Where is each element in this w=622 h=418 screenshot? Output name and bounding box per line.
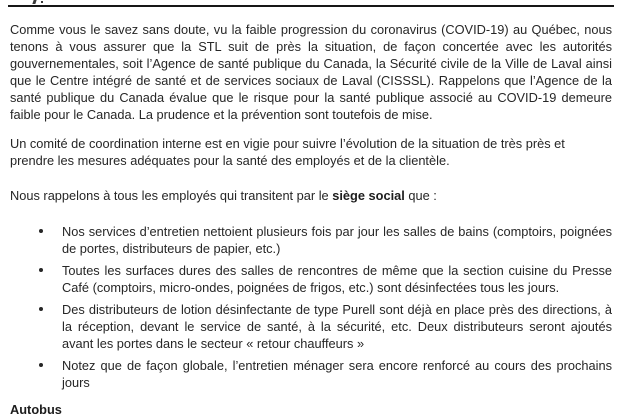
list-item	[10, 301, 612, 352]
siege-social-suffix: que :	[404, 188, 437, 203]
siege-social-prefix: Nous rappelons à tous les employés qui transitent par le	[10, 188, 333, 203]
paragraph-comite-coordination: Un comité de coordination interne est en vigie pour suivre l’évolution de la situation de très près et prendre les mesures adéquates pour la santé des employés et de la clientèle.	[10, 136, 565, 168]
list-item-text: Des distributeurs de lotion désinfectante de type Purell sont déjà en place près des directions, à la réception, devant le service de santé, à la sécurité, etc. Deux distributeurs seront ajoutés avant les portes dans le secteur « retour chauffeurs »	[62, 302, 612, 351]
list-item-text: Notez que de façon globale, l’entretien ménager sera encore renforcé au cours des prochains jours	[62, 358, 612, 390]
bullet-icon	[39, 363, 43, 367]
paragraph-intro-covid: Comme vous le savez sans doute, vu la faible progression du coronavirus (COVID-19) au Québec, nous tenons à vous assurer que la STL suit de près la situation, de façon concertée avec les autorités gouvernementales, soit l’Agence de santé publique du Canada, la Sécurité civile de la Ville de Laval ainsi que le Centre intégré de santé et de services sociaux de Laval (CISSSL). Rappelons que l’Agence de la santé publique du Canada évalue que le risque pour la santé publique associé au COVID-19 demeure faible pour le Canada. La prudence et la prévention sont toutefois de mise.	[10, 22, 612, 122]
list-item	[10, 262, 612, 296]
list-item	[10, 223, 612, 257]
siege-social-bold: siège social	[332, 188, 405, 203]
list-item-text: Toutes les surfaces dures des salles de rencontres de même que la section cuisine du Presse Café (comptoirs, micro-ondes, poignées de frigos, etc.) sont désinfectées tous les jours.	[62, 263, 612, 295]
section-heading-autobus: Autobus	[10, 402, 62, 417]
bullet-icon	[39, 229, 43, 233]
bullet-icon	[39, 268, 43, 272]
bullet-list	[10, 223, 612, 391]
paragraph-siege-social	[10, 187, 612, 204]
bullet-icon	[39, 307, 43, 311]
list-item	[10, 357, 612, 391]
document-body	[10, 0, 612, 418]
list-item-text: Nos services d’entretien nettoient plusieurs fois par jour les salles de bains (comptoirs, poignées de portes, distributeurs de papier, etc.)	[62, 224, 612, 256]
